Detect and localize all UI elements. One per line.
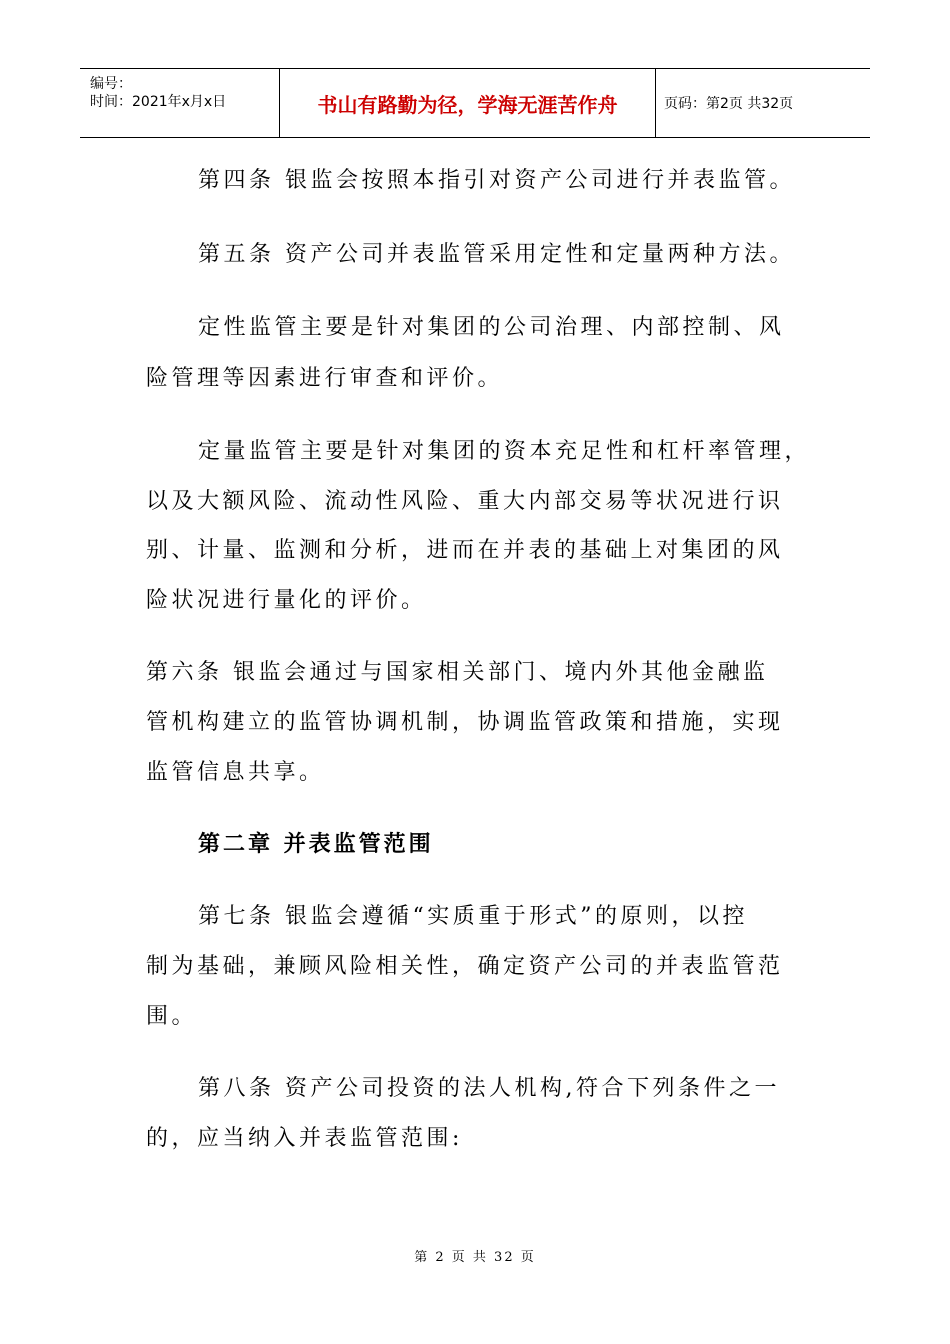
page-header [80, 68, 870, 138]
quantitative-line-2: 以及大额风险、流动性风险、重大内部交易等状况进行识 [146, 489, 784, 514]
quantitative-line-4: 险状况进行量化的评价。 [146, 588, 427, 613]
quantitative-line-1: 定量监管主要是针对集团的资本充足性和杠杆率管理， [198, 439, 811, 464]
article-8-line-2: 的，应当纳入并表监管范围: [146, 1126, 463, 1151]
header-meta [80, 69, 280, 137]
article-6-line-2: 管机构建立的监管协调机制，协调监管政策和措施，实现 [146, 710, 784, 735]
qualitative-line-2: 险管理等因素进行审查和评价。 [146, 366, 504, 391]
document-time-label: 时间：2021年x月x日 [90, 94, 227, 110]
qualitative-line-1: 定性监管主要是针对集团的公司治理、内部控制、风 [198, 315, 785, 340]
header-page-info: 页码：第2页 共32页 [664, 96, 794, 112]
article-6-line-1: 第六条 银监会通过与国家相关部门、境内外其他金融监 [146, 660, 769, 685]
page-footer: 第 2 页 共 32 页 [414, 1250, 536, 1265]
article-6-line-3: 监管信息共享。 [146, 760, 325, 785]
chapter-2-heading: 第二章 并表监管范围 [198, 832, 434, 857]
article-7-line-1: 第七条 银监会遵循“实质重于形式”的原则，以控 [198, 904, 748, 929]
header-motto: 书山有路勤为径，学海无涯苦作舟 [280, 69, 656, 137]
article-4-line: 第四条 银监会按照本指引对资产公司进行并表监管。 [198, 168, 795, 193]
quantitative-line-3: 别、计量、监测和分析，进而在并表的基础上对集团的风 [146, 538, 784, 563]
article-5-line: 第五条 资产公司并表监管采用定性和定量两种方法。 [198, 242, 795, 267]
document-number-label: 编号： [90, 76, 132, 92]
article-8-line-1: 第八条 资产公司投资的法人机构,符合下列条件之一 [198, 1076, 780, 1101]
article-7-line-3: 围。 [146, 1004, 198, 1029]
article-7-line-2: 制为基础，兼顾风险相关性，确定资产公司的并表监管范 [146, 954, 784, 979]
